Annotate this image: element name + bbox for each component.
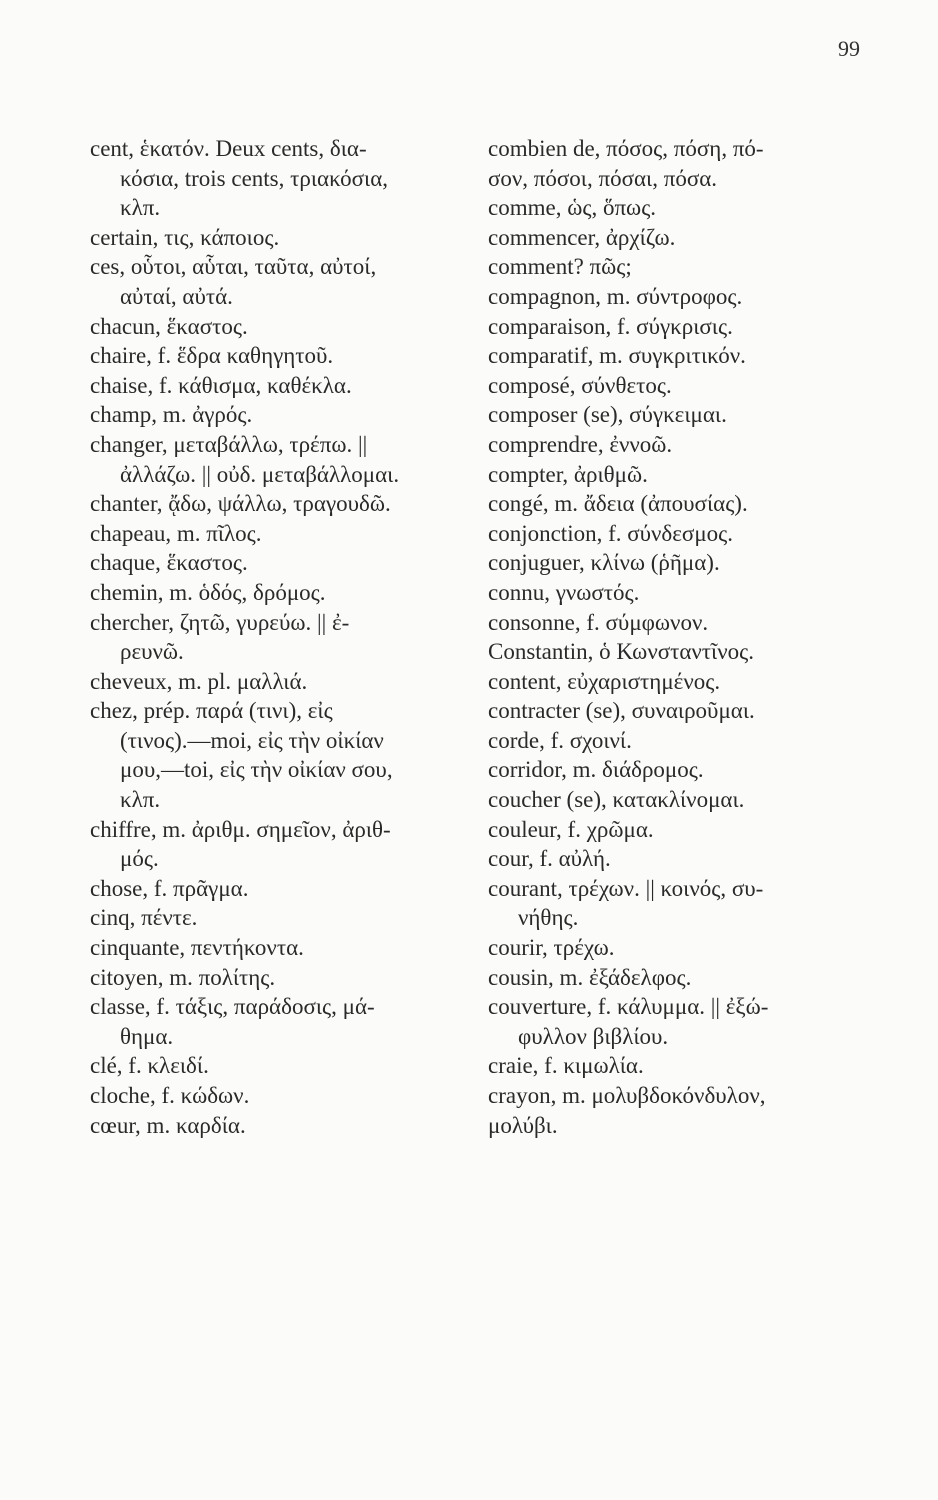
dictionary-line: μολύβι.	[488, 1112, 558, 1138]
dictionary-line: courir, τρέχω.	[488, 935, 615, 961]
dictionary-line: contracter (se), συναιροῦμαι.	[488, 698, 755, 724]
dictionary-line: congé, m. ἄδεια (ἀπουσίας).	[488, 491, 748, 517]
dictionary-line: composer (se), σύγκειμαι.	[488, 402, 727, 428]
dictionary-line: connu, γνωστός.	[488, 579, 640, 605]
dictionary-line: cœur, m. καρδία.	[90, 1112, 246, 1138]
dictionary-line: coucher (se), κατακλίνομαι.	[488, 787, 745, 813]
dictionary-line: compter, ἀριθμῶ.	[488, 461, 648, 487]
dictionary-line: σον, πόσοι, πόσαι, πόσα.	[488, 165, 718, 191]
dictionary-line: cent, ἑκατόν. Deux cents, δια-	[90, 136, 367, 161]
dictionary-line: cinquante, πεντήκοντα.	[90, 935, 304, 961]
dictionary-line: commencer, ἀρχίζω.	[488, 224, 676, 250]
dictionary-line: couleur, f. χρῶμα.	[488, 816, 654, 842]
dictionary-line: κόσια, trois cents, τριακόσια,	[120, 165, 389, 191]
dictionary-line: chaque, ἕκαστος.	[90, 550, 248, 576]
dictionary-line: clé, f. κλειδί.	[90, 1053, 209, 1079]
dictionary-line: couverture, f. κάλυμμα. || ἐξώ-	[488, 994, 769, 1020]
dictionary-line: cinq, πέντε.	[90, 905, 198, 931]
dictionary-line: chez, prép. παρά (τινι), εἰς	[90, 698, 333, 724]
dictionary-line: φυλλον βιβλίου.	[518, 1023, 669, 1049]
dictionary-line: crayon, m. μολυβδοκόνδυλον,	[488, 1083, 766, 1108]
dictionary-line: chaire, f. ἕδρα καθηγητοῦ.	[90, 343, 334, 369]
dictionary-line: cour, f. αὐλή.	[488, 846, 611, 872]
dictionary-line: consonne, f. σύμφωνον.	[488, 609, 709, 635]
dictionary-line: μός.	[120, 846, 159, 872]
dictionary-line: αὐταί, αὐτά.	[120, 283, 233, 309]
dictionary-line: θημα.	[120, 1023, 174, 1049]
dictionary-line: content, εὐχαριστημένος.	[488, 668, 721, 694]
dictionary-line: comment? πῶς;	[488, 254, 632, 280]
dictionary-line: cousin, m. ἐξάδελφος.	[488, 964, 692, 990]
dictionary-line: changer, μεταβάλλω, τρέπω. ||	[90, 431, 368, 457]
dictionary-line: μου,—toi, εἰς τὴν οἰκίαν σου,	[120, 757, 393, 783]
dictionary-line: cloche, f. κώδων.	[90, 1083, 250, 1108]
dictionary-line: κλπ.	[120, 787, 161, 813]
dictionary-line: conjonction, f. σύνδεσμος.	[488, 520, 734, 546]
dictionary-line: comprendre, ἐννοῶ.	[488, 431, 673, 457]
dictionary-line: chaise, f. κάθισμα, καθέκλα.	[90, 372, 352, 398]
dictionary-column-right	[488, 134, 848, 1140]
dictionary-line: combien de, πόσος, πόση, πό-	[488, 136, 764, 161]
dictionary-line: chanter, ᾄδω, ψάλλω, τραγουδῶ.	[90, 491, 391, 517]
dictionary-line: Constantin, ὁ Κωνσταντῖνος.	[488, 639, 754, 665]
dictionary-line: νήθης.	[518, 905, 579, 931]
dictionary-line: citoyen, m. πολίτης.	[90, 964, 276, 990]
dictionary-line: comparaison, f. σύγκρισις.	[488, 313, 733, 339]
dictionary-line: courant, τρέχων. || κοινός, συ-	[488, 875, 764, 901]
page-number: 99	[838, 36, 860, 61]
dictionary-line: corde, f. σχοινί.	[488, 727, 632, 753]
dictionary-line: cheveux, m. pl. μαλλιά.	[90, 668, 308, 694]
dictionary-column-left	[90, 134, 475, 1140]
dictionary-line: comme, ὡς, ὅπως.	[488, 195, 657, 221]
dictionary-line: chose, f. πρᾶγμα.	[90, 875, 249, 901]
dictionary-line: chercher, ζητῶ, γυρεύω. || ἐ-	[90, 609, 350, 635]
dictionary-line: composé, σύνθετος.	[488, 372, 672, 398]
dictionary-line: ρευνῶ.	[120, 639, 184, 665]
dictionary-line: ces, οὗτοι, αὗται, ταῦτα, αὐτοί,	[90, 254, 377, 280]
dictionary-line: classe, f. τάξις, παράδοσις, μά-	[90, 994, 375, 1020]
dictionary-line: chapeau, m. πῖλος.	[90, 520, 262, 546]
dictionary-line: (τινος).—moi, εἰς τὴν οἰκίαν	[120, 727, 384, 753]
dictionary-line: certain, τις, κάποιος.	[90, 224, 280, 250]
dictionary-line: comparatif, m. συγκριτικόν.	[488, 343, 746, 369]
dictionary-line: ἀλλάζω. || οὐδ. μεταβάλλομαι.	[120, 461, 400, 487]
dictionary-line: chemin, m. ὁδός, δρόμος.	[90, 579, 326, 605]
dictionary-line: conjuguer, κλίνω (ῥῆμα).	[488, 550, 720, 576]
dictionary-line: chiffre, m. ἀριθμ. σημεῖον, ἀριθ-	[90, 816, 391, 842]
dictionary-line: chacun, ἕκαστος.	[90, 313, 248, 339]
dictionary-line: craie, f. κιμωλία.	[488, 1053, 644, 1079]
dictionary-line: compagnon, m. σύντροφος.	[488, 283, 743, 309]
dictionary-line: κλπ.	[120, 195, 161, 221]
dictionary-line: champ, m. ἀγρός.	[90, 402, 253, 428]
dictionary-line: corridor, m. διάδρομος.	[488, 757, 704, 783]
